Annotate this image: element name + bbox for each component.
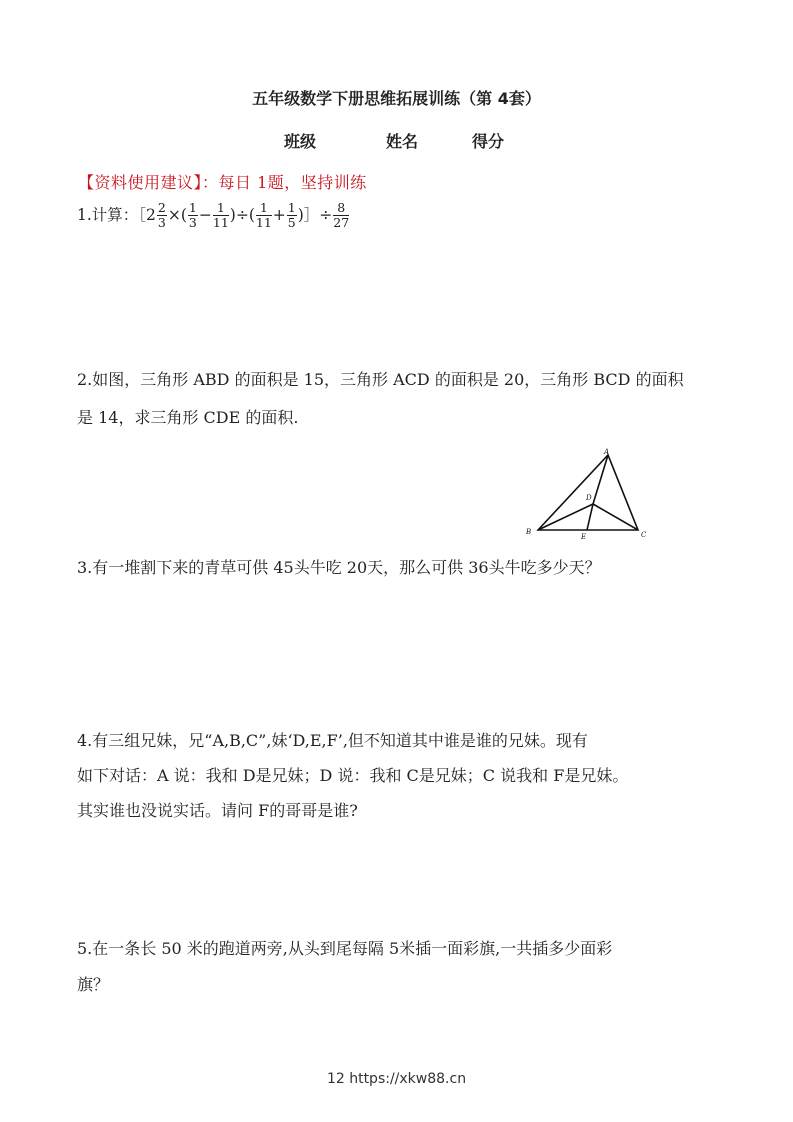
label-b: B bbox=[526, 528, 532, 536]
triangle-abc bbox=[538, 455, 638, 530]
segment-de bbox=[587, 504, 593, 530]
q2-line-2: 是 14，求三角形 CDE 的面积. bbox=[77, 408, 299, 427]
label-d: D bbox=[586, 494, 592, 502]
q5-line-2: 旗？ bbox=[77, 975, 110, 994]
segment-dc bbox=[593, 504, 638, 530]
question-5 bbox=[77, 931, 727, 1003]
q1-whole: 2 bbox=[146, 206, 156, 224]
q1-prefix: 1.计算：［ bbox=[77, 206, 147, 224]
q1-operator: − bbox=[198, 206, 212, 224]
q4-line-1: 4.有三组兄妹，兄“A,B,C”,妹‘D,E,F’,但不知道其中谁是谁的兄妹。现有 bbox=[77, 731, 588, 750]
label-a: A bbox=[604, 448, 610, 456]
score-label: 得分 bbox=[472, 132, 505, 151]
label-e: E bbox=[581, 533, 587, 541]
q1-operator: )］÷ bbox=[297, 206, 333, 224]
fraction: $\frac{1}{5}$ bbox=[287, 199, 296, 230]
fraction: $\frac{1}{3}$ bbox=[188, 199, 197, 230]
q4-line-2: 如下对话：A 说：我和 D是兄妹；D 说：我和 C是兄妹；C 说我和 F是兄妹。 bbox=[77, 766, 629, 785]
name-label: 姓名 bbox=[386, 132, 419, 151]
fraction: $\frac{1}{11}$ bbox=[212, 199, 229, 230]
page-title: 五年级数学下册思维拓展训练（第 4套） bbox=[252, 89, 541, 108]
q2-line-1: 2.如图，三角形 ABD 的面积是 15，三角形 ACD 的面积是 20，三角形 BCD 的面积 bbox=[77, 370, 684, 389]
q1-operator: )÷( bbox=[229, 206, 255, 224]
q1-operator: ×( bbox=[167, 206, 187, 224]
page-footer: 12 https://xkw88.cn bbox=[326, 1071, 467, 1087]
triangle-diagram bbox=[520, 446, 656, 542]
q5-line-1: 5.在一条长 50 米的跑道两旁,从头到尾每隔 5米插一面彩旗,一共插多少面彩 bbox=[77, 939, 613, 958]
question-1 bbox=[77, 197, 727, 232]
usage-advice: 【资料使用建议】：每日 1题，坚持训练 bbox=[78, 173, 367, 192]
fraction: $\frac{1}{11}$ bbox=[255, 199, 272, 230]
question-2 bbox=[77, 361, 727, 437]
q3-text: 3.有一堆割下来的青草可供 45头牛吃 20天，那么可供 36头牛吃多少天？ bbox=[77, 558, 601, 577]
fraction: $\frac{8}{27}$ bbox=[333, 199, 350, 230]
segment-bd bbox=[538, 504, 593, 530]
q1-operator: + bbox=[272, 206, 286, 224]
question-4 bbox=[77, 723, 727, 828]
label-c: C bbox=[641, 531, 647, 539]
question-3 bbox=[77, 549, 727, 587]
fraction: $\frac{2}{3}$ bbox=[157, 199, 166, 230]
q4-line-3: 其实谁也没说实话。请问 F的哥哥是谁? bbox=[77, 801, 358, 820]
class-label: 班级 bbox=[284, 132, 317, 151]
